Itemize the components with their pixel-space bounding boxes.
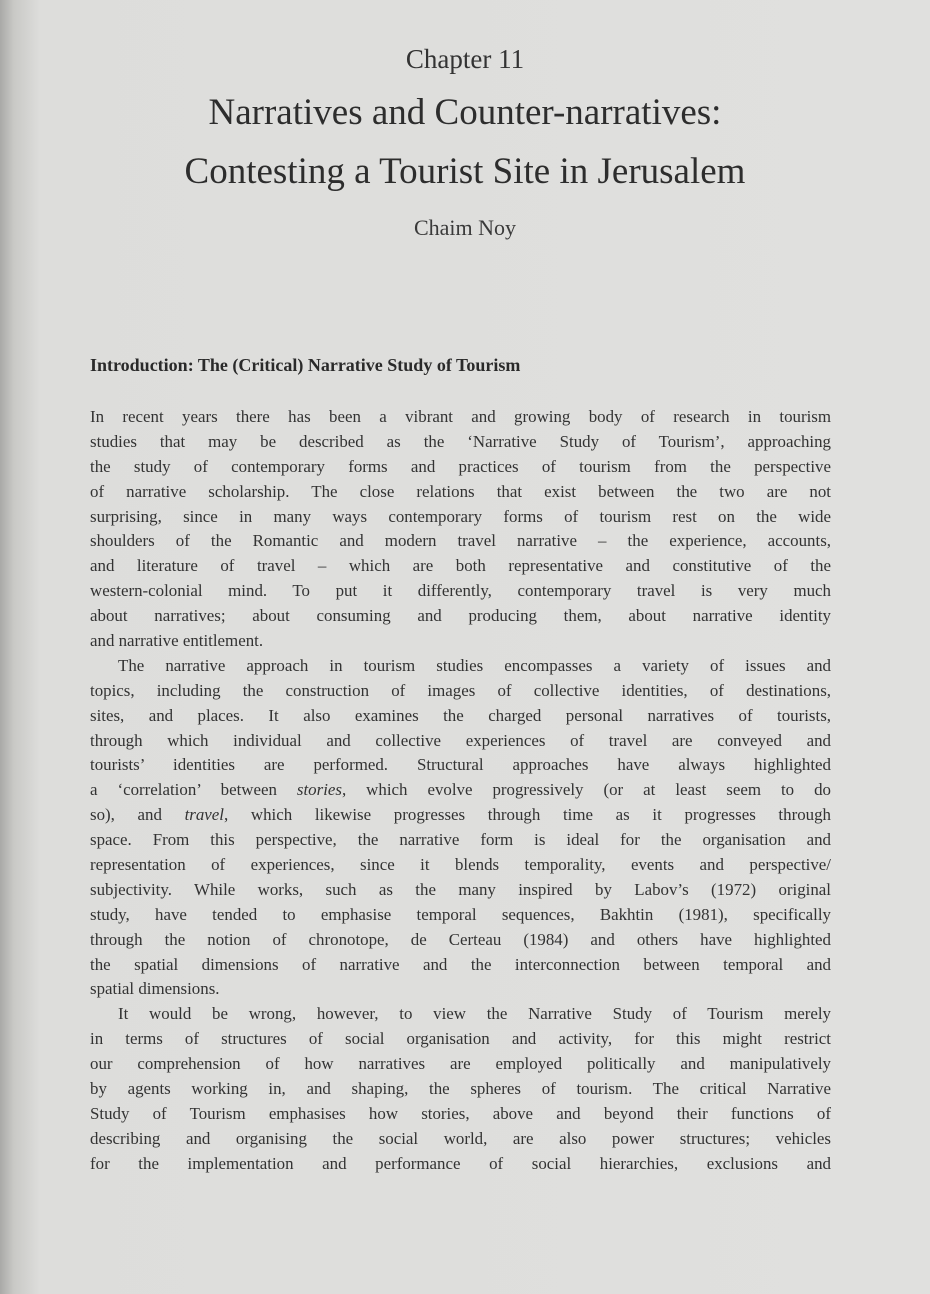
text-segment: , which evolve progressively (or at least seem to do — [341, 780, 831, 800]
text-line: for the implementation and performance of social hierarchies, exclusions and — [90, 1153, 831, 1173]
text-line: describing and organising the social world, are also power structures; vehicles — [90, 1128, 831, 1148]
text-line: sites, and places. It also examines the charged personal narratives of tourists, — [90, 705, 831, 725]
text-line: through which individual and collective experiences of travel are conveyed and — [90, 730, 831, 750]
text-line: the study of contemporary forms and practices of tourism from the perspective — [90, 456, 831, 476]
text-line: by agents working in, and shaping, the spheres of tourism. The critical Narrative — [90, 1079, 831, 1099]
paragraph-1 — [90, 405, 831, 654]
paragraph-2 — [90, 654, 831, 1002]
text-line — [90, 778, 831, 803]
body-text — [90, 405, 831, 1177]
text-segment: a ‘correlation’ between — [90, 780, 297, 800]
text-line: representation of experiences, since it blends temporality, events and perspective/ — [90, 855, 831, 875]
text-line: of narrative scholarship. The close relations that exist between the two are not — [90, 481, 831, 501]
section-heading: Introduction: The (Critical) Narrative Study of Tourism — [90, 355, 521, 375]
text-line: subjectivity. While works, such as the many inspired by Labov’s (1972) original — [90, 879, 831, 899]
italic-term-stories: stories — [296, 780, 342, 800]
text-segment: so), and — [90, 805, 185, 825]
text-line: tourists’ identities are performed. Structural approaches have always highlighted — [90, 755, 831, 775]
text-line: It would be wrong, however, to view the Narrative Study of Tourism merely — [118, 1004, 831, 1024]
text-line: studies that may be described as the ‘Narrative Study of Tourism’, approaching — [90, 431, 831, 451]
chapter-title-line-1: Narratives and Counter-narratives: — [208, 92, 722, 133]
text-line: shoulders of the Romantic and modern travel narrative – the experience, accounts, — [90, 531, 831, 551]
text-line: in terms of structures of social organisation and activity, for this might restrict — [90, 1029, 831, 1049]
text-line: surprising, since in many ways contemporary forms of tourism rest on the wide — [90, 506, 831, 526]
text-line — [90, 803, 831, 828]
text-line: and literature of travel – which are both representative and constitutive of the — [90, 556, 831, 576]
chapter-author: Chaim Noy — [413, 215, 517, 240]
text-segment: , which likewise progresses through time as it progresses through — [224, 805, 831, 825]
text-line: the spatial dimensions of narrative and the interconnection between temporal and — [90, 954, 831, 974]
text-line: and narrative entitlement. — [90, 631, 264, 651]
chapter-number: Chapter 11 — [405, 44, 525, 74]
chapter-title-line-2: Contesting a Tourist Site in Jerusalem — [184, 151, 746, 192]
text-line: Study of Tourism emphasises how stories, above and beyond their functions of — [90, 1103, 831, 1123]
paragraph-3 — [90, 1002, 831, 1176]
text-line: spatial dimensions. — [90, 979, 220, 999]
text-line: study, have tended to emphasise temporal sequences, Bakhtin (1981), specifically — [90, 904, 831, 924]
text-line: In recent years there has been a vibrant and growing body of research in tourism — [90, 407, 831, 426]
italic-term-travel: travel — [184, 805, 224, 825]
text-line: through the notion of chronotope, de Certeau (1984) and others have highlighted — [90, 929, 831, 949]
text-line: about narratives; about consuming and producing them, about narrative identity — [90, 606, 831, 626]
text-line: our comprehension of how narratives are employed politically and manipulatively — [90, 1054, 831, 1074]
text-line: topics, including the construction of images of collective identities, of destinations, — [90, 680, 831, 700]
text-line: western-colonial mind. To put it differently, contemporary travel is very much — [90, 581, 831, 601]
text-line: The narrative approach in tourism studies encompasses a variety of issues and — [118, 655, 831, 675]
text-line: space. From this perspective, the narrative form is ideal for the organisation and — [90, 830, 831, 850]
